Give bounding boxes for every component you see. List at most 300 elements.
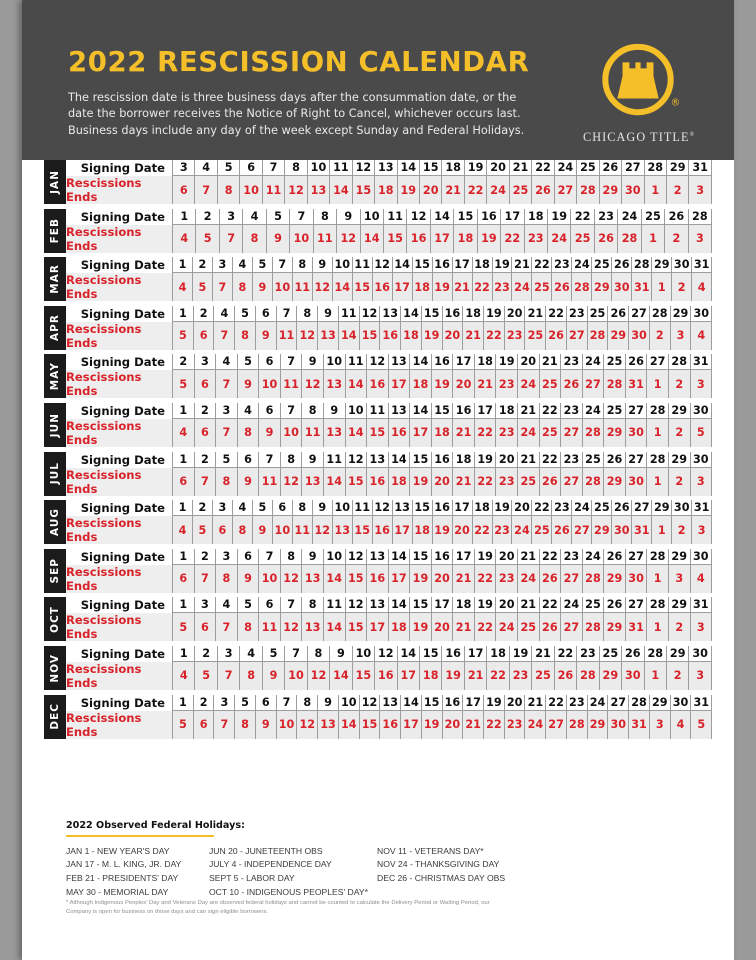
- date-cell[interactable]: 29: [599, 176, 621, 204]
- date-cell[interactable]: 3: [215, 403, 237, 419]
- date-cell[interactable]: 7: [217, 662, 239, 690]
- date-cell[interactable]: 11: [345, 354, 367, 370]
- date-cell[interactable]: 6: [258, 354, 280, 370]
- date-cell[interactable]: 30: [607, 711, 628, 739]
- date-cell[interactable]: 22: [531, 500, 551, 516]
- date-cell[interactable]: 16: [432, 257, 452, 273]
- date-cell[interactable]: 14: [409, 403, 431, 419]
- date-cell[interactable]: 5: [172, 613, 194, 641]
- date-cell[interactable]: 4: [239, 646, 261, 662]
- date-cell[interactable]: 22: [539, 597, 561, 613]
- date-cell[interactable]: 20: [504, 306, 525, 322]
- date-cell[interactable]: 13: [317, 322, 338, 350]
- date-cell[interactable]: 24: [486, 176, 508, 204]
- date-cell[interactable]: 30: [670, 695, 691, 711]
- date-cell[interactable]: 25: [531, 662, 553, 690]
- date-cell[interactable]: 20: [495, 597, 517, 613]
- date-cell[interactable]: 29: [591, 273, 611, 301]
- date-cell[interactable]: 12: [352, 160, 374, 176]
- date-cell[interactable]: 20: [486, 160, 508, 176]
- date-cell[interactable]: 10: [323, 549, 345, 565]
- date-cell[interactable]: 21: [441, 176, 463, 204]
- date-cell[interactable]: 15: [409, 452, 431, 468]
- date-cell[interactable]: 2: [668, 370, 690, 398]
- date-cell[interactable]: 25: [509, 176, 531, 204]
- date-cell[interactable]: 3: [668, 565, 690, 593]
- date-cell[interactable]: 4: [691, 273, 712, 301]
- date-cell[interactable]: 7: [280, 403, 302, 419]
- date-cell[interactable]: 2: [649, 322, 670, 350]
- date-cell[interactable]: 8: [284, 160, 306, 176]
- date-cell[interactable]: 24: [511, 516, 531, 544]
- date-cell[interactable]: 3: [688, 225, 712, 253]
- date-cell[interactable]: 11: [258, 468, 280, 496]
- date-cell[interactable]: 18: [374, 176, 396, 204]
- date-cell[interactable]: 16: [441, 646, 463, 662]
- date-cell[interactable]: 8: [242, 225, 265, 253]
- date-cell[interactable]: 5: [690, 711, 712, 739]
- date-cell[interactable]: 2: [193, 695, 214, 711]
- date-cell[interactable]: 26: [625, 354, 647, 370]
- date-cell[interactable]: 22: [474, 565, 496, 593]
- date-cell[interactable]: 27: [625, 597, 647, 613]
- date-cell[interactable]: 4: [172, 419, 194, 447]
- date-cell[interactable]: 19: [421, 711, 442, 739]
- date-cell[interactable]: 24: [560, 597, 582, 613]
- date-cell[interactable]: 22: [500, 225, 523, 253]
- date-cell[interactable]: 26: [539, 468, 561, 496]
- date-cell[interactable]: 3: [213, 695, 234, 711]
- date-cell[interactable]: 28: [582, 468, 604, 496]
- date-cell[interactable]: 1: [172, 452, 194, 468]
- date-cell[interactable]: 15: [345, 613, 367, 641]
- date-cell[interactable]: 2: [666, 176, 688, 204]
- date-cell[interactable]: 29: [651, 257, 671, 273]
- date-cell[interactable]: 22: [474, 613, 496, 641]
- date-cell[interactable]: 24: [547, 225, 570, 253]
- date-cell[interactable]: 6: [212, 516, 232, 544]
- date-cell[interactable]: 25: [587, 306, 608, 322]
- date-cell[interactable]: 28: [644, 646, 666, 662]
- date-cell[interactable]: 1: [172, 257, 192, 273]
- date-cell[interactable]: 24: [582, 549, 604, 565]
- date-cell[interactable]: 10: [332, 257, 352, 273]
- date-cell[interactable]: 1: [644, 662, 666, 690]
- date-cell[interactable]: 26: [603, 597, 625, 613]
- date-cell[interactable]: 31: [688, 160, 711, 176]
- date-cell[interactable]: 17: [452, 354, 474, 370]
- date-cell[interactable]: 15: [352, 176, 374, 204]
- date-cell[interactable]: 2: [194, 452, 216, 468]
- date-cell[interactable]: 28: [631, 257, 651, 273]
- date-cell[interactable]: 24: [617, 209, 640, 225]
- date-cell[interactable]: 21: [511, 257, 531, 273]
- date-cell[interactable]: 13: [379, 695, 400, 711]
- date-cell[interactable]: 3: [690, 613, 713, 641]
- date-cell[interactable]: 14: [323, 565, 345, 593]
- date-cell[interactable]: 11: [323, 452, 345, 468]
- date-cell[interactable]: 3: [212, 257, 232, 273]
- date-cell[interactable]: 23: [524, 225, 547, 253]
- date-cell[interactable]: 11: [292, 516, 312, 544]
- date-cell[interactable]: 9: [301, 354, 323, 370]
- date-cell[interactable]: 10: [332, 500, 352, 516]
- date-cell[interactable]: 27: [545, 711, 566, 739]
- date-cell[interactable]: 5: [266, 209, 289, 225]
- date-cell[interactable]: 13: [374, 160, 396, 176]
- date-cell[interactable]: 9: [262, 662, 284, 690]
- date-cell[interactable]: 9: [323, 403, 345, 419]
- date-cell[interactable]: 26: [551, 273, 571, 301]
- date-cell[interactable]: 23: [495, 370, 517, 398]
- date-cell[interactable]: 22: [545, 695, 566, 711]
- date-cell[interactable]: 29: [603, 565, 625, 593]
- date-cell[interactable]: 17: [392, 516, 412, 544]
- date-cell[interactable]: 6: [237, 452, 259, 468]
- date-cell[interactable]: 30: [690, 306, 712, 322]
- date-cell[interactable]: 5: [217, 160, 239, 176]
- date-cell[interactable]: 10: [360, 209, 383, 225]
- date-cell[interactable]: 13: [332, 516, 352, 544]
- date-cell[interactable]: 8: [237, 613, 259, 641]
- date-cell[interactable]: 12: [336, 225, 359, 253]
- date-cell[interactable]: 12: [345, 452, 367, 468]
- date-cell[interactable]: 24: [524, 711, 545, 739]
- date-cell[interactable]: 21: [462, 322, 483, 350]
- date-cell[interactable]: 27: [646, 354, 668, 370]
- date-cell[interactable]: 14: [388, 597, 410, 613]
- date-cell[interactable]: 30: [611, 273, 631, 301]
- date-cell[interactable]: 3: [690, 370, 713, 398]
- date-cell[interactable]: 4: [172, 662, 194, 690]
- date-cell[interactable]: 8: [239, 662, 261, 690]
- date-cell[interactable]: 20: [442, 711, 463, 739]
- date-cell[interactable]: 25: [570, 225, 593, 253]
- date-cell[interactable]: 25: [591, 257, 611, 273]
- date-cell[interactable]: 3: [670, 322, 691, 350]
- date-cell[interactable]: 10: [338, 695, 359, 711]
- date-cell[interactable]: 1: [646, 565, 668, 593]
- date-cell[interactable]: 12: [280, 565, 302, 593]
- date-cell[interactable]: 4: [213, 306, 234, 322]
- date-cell[interactable]: 10: [258, 565, 280, 593]
- date-cell[interactable]: 5: [262, 646, 284, 662]
- date-cell[interactable]: 23: [495, 565, 517, 593]
- date-cell[interactable]: 15: [421, 695, 442, 711]
- date-cell[interactable]: 11: [323, 597, 345, 613]
- date-cell[interactable]: 26: [551, 516, 571, 544]
- date-cell[interactable]: 3: [691, 516, 712, 544]
- date-cell[interactable]: 15: [412, 257, 432, 273]
- date-cell[interactable]: 10: [239, 176, 261, 204]
- date-cell[interactable]: 20: [431, 468, 453, 496]
- date-cell[interactable]: 19: [409, 468, 431, 496]
- date-cell[interactable]: 23: [560, 452, 582, 468]
- date-cell[interactable]: 1: [646, 468, 668, 496]
- date-cell[interactable]: 12: [307, 662, 329, 690]
- date-cell[interactable]: 5: [215, 452, 237, 468]
- date-cell[interactable]: 22: [472, 273, 492, 301]
- date-cell[interactable]: 1: [646, 419, 668, 447]
- date-cell[interactable]: 13: [388, 403, 410, 419]
- date-cell[interactable]: 27: [628, 306, 649, 322]
- date-cell[interactable]: 16: [431, 452, 453, 468]
- date-cell[interactable]: 1: [172, 597, 194, 613]
- date-cell[interactable]: 29: [587, 711, 608, 739]
- date-cell[interactable]: 4: [172, 273, 192, 301]
- date-cell[interactable]: 24: [511, 273, 531, 301]
- date-cell[interactable]: 19: [432, 516, 452, 544]
- date-cell[interactable]: 26: [599, 160, 621, 176]
- date-cell[interactable]: 25: [641, 209, 664, 225]
- date-cell[interactable]: 23: [492, 516, 512, 544]
- date-cell[interactable]: 17: [464, 646, 486, 662]
- date-cell[interactable]: 7: [194, 565, 216, 593]
- date-cell[interactable]: 17: [366, 613, 388, 641]
- date-cell[interactable]: 16: [374, 662, 396, 690]
- date-cell[interactable]: 24: [582, 403, 604, 419]
- date-cell[interactable]: 26: [539, 613, 561, 641]
- date-cell[interactable]: 25: [603, 403, 625, 419]
- date-cell[interactable]: 7: [215, 370, 237, 398]
- date-cell[interactable]: 15: [352, 273, 372, 301]
- date-cell[interactable]: 21: [539, 354, 561, 370]
- date-cell[interactable]: 18: [452, 597, 474, 613]
- date-cell[interactable]: 19: [397, 176, 419, 204]
- date-cell[interactable]: 29: [668, 452, 690, 468]
- date-cell[interactable]: 2: [194, 646, 216, 662]
- date-cell[interactable]: 3: [194, 597, 216, 613]
- date-cell[interactable]: 30: [671, 500, 691, 516]
- date-cell[interactable]: 9: [336, 209, 359, 225]
- date-cell[interactable]: 15: [383, 225, 406, 253]
- date-cell[interactable]: 6: [172, 176, 194, 204]
- date-cell[interactable]: 5: [237, 597, 259, 613]
- date-cell[interactable]: 14: [329, 662, 351, 690]
- date-cell[interactable]: 27: [631, 500, 651, 516]
- date-cell[interactable]: 31: [690, 354, 713, 370]
- date-cell[interactable]: 16: [442, 695, 463, 711]
- date-cell[interactable]: 3: [194, 354, 216, 370]
- date-cell[interactable]: 28: [688, 209, 712, 225]
- date-cell[interactable]: 2: [671, 273, 691, 301]
- date-cell[interactable]: 28: [566, 711, 587, 739]
- date-cell[interactable]: 4: [232, 500, 252, 516]
- date-cell[interactable]: 7: [212, 273, 232, 301]
- date-cell[interactable]: 9: [237, 468, 259, 496]
- date-cell[interactable]: 11: [366, 403, 388, 419]
- date-cell[interactable]: 28: [576, 176, 598, 204]
- date-cell[interactable]: 18: [409, 370, 431, 398]
- date-cell[interactable]: 9: [237, 565, 259, 593]
- date-cell[interactable]: 27: [625, 403, 647, 419]
- date-cell[interactable]: 24: [517, 419, 539, 447]
- date-cell[interactable]: 15: [412, 500, 432, 516]
- date-cell[interactable]: 5: [234, 695, 255, 711]
- date-cell[interactable]: 28: [649, 306, 670, 322]
- date-cell[interactable]: 7: [272, 257, 292, 273]
- date-cell[interactable]: 31: [691, 257, 712, 273]
- date-cell[interactable]: 9: [301, 452, 323, 468]
- date-cell[interactable]: 28: [644, 160, 666, 176]
- date-cell[interactable]: 15: [431, 403, 453, 419]
- date-cell[interactable]: 20: [517, 354, 539, 370]
- date-cell[interactable]: 18: [462, 306, 483, 322]
- date-cell[interactable]: 1: [172, 646, 194, 662]
- date-cell[interactable]: 14: [409, 354, 431, 370]
- date-cell[interactable]: 19: [477, 225, 500, 253]
- date-cell[interactable]: 15: [419, 160, 441, 176]
- date-cell[interactable]: 12: [406, 209, 429, 225]
- date-cell[interactable]: 18: [524, 209, 547, 225]
- date-cell[interactable]: 8: [217, 176, 239, 204]
- date-cell[interactable]: 15: [352, 516, 372, 544]
- date-cell[interactable]: 4: [194, 160, 216, 176]
- date-cell[interactable]: 11: [329, 160, 351, 176]
- date-cell[interactable]: 17: [474, 403, 496, 419]
- date-cell[interactable]: 20: [495, 452, 517, 468]
- date-cell[interactable]: 9: [255, 711, 276, 739]
- date-cell[interactable]: 14: [323, 613, 345, 641]
- date-cell[interactable]: 7: [258, 452, 280, 468]
- date-cell[interactable]: 15: [345, 565, 367, 593]
- date-cell[interactable]: 20: [504, 695, 525, 711]
- date-cell[interactable]: 11: [352, 257, 372, 273]
- date-cell[interactable]: 18: [486, 646, 508, 662]
- date-cell[interactable]: 25: [576, 160, 598, 176]
- date-cell[interactable]: 6: [258, 597, 280, 613]
- date-cell[interactable]: 5: [237, 354, 259, 370]
- date-cell[interactable]: 5: [252, 257, 272, 273]
- date-cell[interactable]: 9: [252, 516, 272, 544]
- date-cell[interactable]: 5: [172, 322, 193, 350]
- date-cell[interactable]: 12: [372, 257, 392, 273]
- date-cell[interactable]: 14: [400, 306, 421, 322]
- date-cell[interactable]: 9: [301, 549, 323, 565]
- date-cell[interactable]: 5: [192, 516, 212, 544]
- date-cell[interactable]: 12: [312, 516, 332, 544]
- date-cell[interactable]: 12: [296, 711, 317, 739]
- date-cell[interactable]: 30: [621, 662, 643, 690]
- date-cell[interactable]: 19: [474, 452, 496, 468]
- date-cell[interactable]: 21: [531, 646, 553, 662]
- date-cell[interactable]: 20: [452, 370, 474, 398]
- date-cell[interactable]: 15: [421, 306, 442, 322]
- date-cell[interactable]: 18: [419, 662, 441, 690]
- date-cell[interactable]: 18: [388, 613, 410, 641]
- date-cell[interactable]: 18: [431, 419, 453, 447]
- date-cell[interactable]: 22: [539, 403, 561, 419]
- date-cell[interactable]: 24: [571, 257, 591, 273]
- date-cell[interactable]: 7: [215, 419, 237, 447]
- date-cell[interactable]: 14: [323, 468, 345, 496]
- date-cell[interactable]: 2: [193, 306, 214, 322]
- date-cell[interactable]: 18: [453, 225, 476, 253]
- date-cell[interactable]: 30: [690, 403, 713, 419]
- date-cell[interactable]: 17: [452, 257, 472, 273]
- date-cell[interactable]: 6: [194, 370, 216, 398]
- date-cell[interactable]: 21: [452, 565, 474, 593]
- date-cell[interactable]: 30: [621, 176, 643, 204]
- date-cell[interactable]: 28: [582, 613, 604, 641]
- date-cell[interactable]: 7: [258, 549, 280, 565]
- date-cell[interactable]: 3: [690, 468, 713, 496]
- date-cell[interactable]: 23: [576, 646, 598, 662]
- date-cell[interactable]: 7: [284, 646, 306, 662]
- date-cell[interactable]: 1: [172, 695, 193, 711]
- date-cell[interactable]: 28: [582, 419, 604, 447]
- date-cell[interactable]: 15: [359, 322, 380, 350]
- date-cell[interactable]: 16: [432, 500, 452, 516]
- date-cell[interactable]: 14: [360, 225, 383, 253]
- date-cell[interactable]: 25: [524, 322, 545, 350]
- date-cell[interactable]: 3: [215, 549, 237, 565]
- date-cell[interactable]: 24: [587, 695, 608, 711]
- date-cell[interactable]: 13: [392, 500, 412, 516]
- date-cell[interactable]: 16: [372, 516, 392, 544]
- date-cell[interactable]: 15: [352, 662, 374, 690]
- date-cell[interactable]: 6: [172, 468, 194, 496]
- date-cell[interactable]: 12: [359, 695, 380, 711]
- date-cell[interactable]: 5: [234, 306, 255, 322]
- date-cell[interactable]: 18: [495, 403, 517, 419]
- date-cell[interactable]: 16: [379, 711, 400, 739]
- date-cell[interactable]: 1: [651, 273, 671, 301]
- date-cell[interactable]: 26: [554, 662, 576, 690]
- date-cell[interactable]: 15: [419, 646, 441, 662]
- date-cell[interactable]: 14: [400, 695, 421, 711]
- date-cell[interactable]: 18: [400, 322, 421, 350]
- date-cell[interactable]: 1: [646, 370, 668, 398]
- date-cell[interactable]: 22: [531, 160, 553, 176]
- date-cell[interactable]: 20: [431, 613, 453, 641]
- date-cell[interactable]: 22: [545, 306, 566, 322]
- date-cell[interactable]: 16: [388, 419, 410, 447]
- date-cell[interactable]: 7: [289, 209, 312, 225]
- date-cell[interactable]: 30: [671, 257, 691, 273]
- date-cell[interactable]: 9: [329, 646, 351, 662]
- date-cell[interactable]: 31: [631, 516, 651, 544]
- date-cell[interactable]: 26: [603, 549, 625, 565]
- date-cell[interactable]: 1: [172, 403, 194, 419]
- date-cell[interactable]: 21: [452, 613, 474, 641]
- date-cell[interactable]: 29: [666, 160, 688, 176]
- date-cell[interactable]: 8: [232, 273, 252, 301]
- date-cell[interactable]: 25: [517, 613, 539, 641]
- date-cell[interactable]: 24: [495, 613, 517, 641]
- date-cell[interactable]: 30: [690, 452, 713, 468]
- date-cell[interactable]: 21: [517, 452, 539, 468]
- date-cell[interactable]: 30: [611, 516, 631, 544]
- date-cell[interactable]: 28: [668, 354, 690, 370]
- date-cell[interactable]: 17: [400, 711, 421, 739]
- date-cell[interactable]: 21: [464, 662, 486, 690]
- date-cell[interactable]: 6: [272, 500, 292, 516]
- date-cell[interactable]: 15: [409, 597, 431, 613]
- date-cell[interactable]: 27: [554, 176, 576, 204]
- date-cell[interactable]: 3: [649, 711, 670, 739]
- date-cell[interactable]: 11: [262, 176, 284, 204]
- date-cell[interactable]: 23: [551, 500, 571, 516]
- date-cell[interactable]: 4: [172, 225, 195, 253]
- date-cell[interactable]: 13: [323, 419, 345, 447]
- date-cell[interactable]: 12: [296, 322, 317, 350]
- date-cell[interactable]: 23: [560, 354, 582, 370]
- date-cell[interactable]: 26: [594, 225, 617, 253]
- date-cell[interactable]: 29: [668, 597, 690, 613]
- date-cell[interactable]: 4: [237, 403, 259, 419]
- date-cell[interactable]: 9: [317, 695, 338, 711]
